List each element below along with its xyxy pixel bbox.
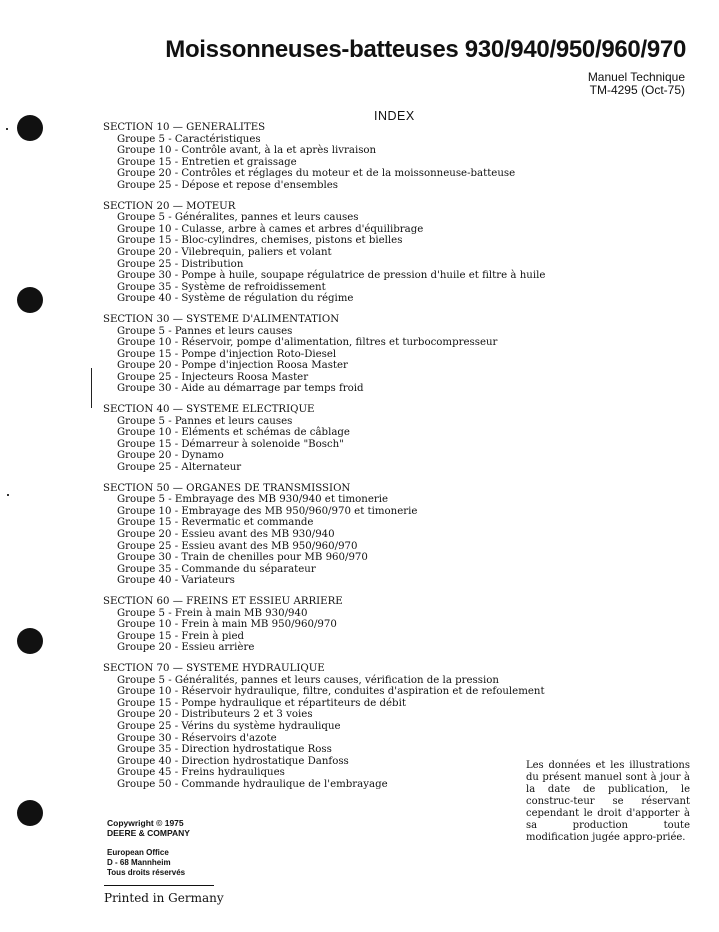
group-entry: Groupe 25 - Essieu avant des MB 950/960/970: [117, 540, 358, 552]
group-entry: Groupe 30 - Aide au démarrage par temps froid: [117, 383, 364, 395]
office-line: European Office: [107, 848, 169, 857]
group-entry: Groupe 20 - Dynamo: [117, 450, 224, 462]
group-entry: Groupe 20 - Pompe d'injection Roosa Master: [117, 360, 348, 372]
group-entry: Groupe 40 - Variateurs: [117, 575, 235, 587]
section-title: SECTION 60 — FREINS ET ESSIEU ARRIERE: [103, 595, 343, 607]
group-entry: Groupe 50 - Commande hydraulique de l'embrayage: [117, 778, 388, 790]
group-entry: Groupe 25 - Dépose et repose d'ensembles: [117, 179, 338, 191]
group-entry: Groupe 25 - Alternateur: [117, 462, 242, 474]
index-section: [103, 404, 533, 474]
group-entry: Groupe 25 - Injecteurs Roosa Master: [117, 371, 309, 383]
group-entry: Groupe 30 - Pompe à huile, soupape régulatrice de pression d'huile et filtre à huile: [117, 270, 546, 282]
section-title: SECTION 70 — SYSTEME HYDRAULIQUE: [103, 662, 325, 674]
group-entry: Groupe 15 - Pompe d'injection Roto-Diesel: [117, 348, 337, 360]
binder-hole-4: [17, 800, 43, 826]
group-entry: Groupe 15 - Bloc-cylindres, chemises, pistons et bielles: [117, 235, 403, 247]
index-heading: INDEX: [374, 109, 415, 123]
group-entry: Groupe 10 - Frein à main MB 950/960/970: [117, 619, 337, 631]
group-entry: Groupe 20 - Vilebrequin, paliers et volant: [117, 246, 332, 258]
group-entry: Groupe 15 - Frein à pied: [117, 630, 245, 642]
group-entry: Groupe 25 - Vérins du système hydraulique: [117, 720, 341, 732]
office-line: Tous droits réservés: [107, 868, 186, 877]
group-entry: Groupe 35 - Direction hydrostatique Ross: [117, 744, 332, 756]
company-name: DEERE & COMPANY: [107, 828, 190, 838]
group-entry: Groupe 45 - Freins hydrauliques: [117, 767, 285, 779]
group-entry: Groupe 10 - Réservoir, pompe d'alimentation, filtres et turbocompresseur: [117, 337, 498, 349]
section-list: [103, 122, 546, 799]
binder-hole-3: [17, 628, 43, 654]
printed-line: Printed in Germany: [104, 891, 224, 905]
copyright-line: Copywright © 1975: [107, 818, 184, 828]
group-entry: Groupe 15 - Pompe hydraulique et répartiteurs de débit: [117, 697, 406, 709]
section-title: SECTION 40 — SYSTEME ELECTRIQUE: [103, 404, 315, 416]
group-entry: Groupe 40 - Direction hydrostatique Danfoss: [117, 755, 349, 767]
group-entry: Groupe 5 - Généralités, pannes et leurs causes, vérification de la pression: [117, 674, 499, 686]
group-entry: Groupe 15 - Démarreur à solenoide "Bosch": [117, 438, 344, 450]
margin-revision-bar: [91, 368, 92, 408]
group-entry: Groupe 20 - Essieu avant des MB 930/940: [117, 529, 335, 540]
binder-hole-1: [17, 115, 43, 141]
index-section: [103, 662, 545, 791]
scan-speck: [6, 128, 8, 130]
binder-hole-2: [17, 287, 43, 313]
group-entry: Groupe 40 - Système de régulation du régime: [117, 293, 354, 305]
group-entry: Groupe 10 - Embrayage des MB 950/960/970 et timonerie: [117, 505, 418, 517]
group-entry: Groupe 30 - Train de chenilles pour MB 960/970: [117, 552, 368, 564]
index-section: [103, 596, 533, 654]
group-entry: Groupe 10 - Culasse, arbre à cames et arbres d'équilibrage: [117, 223, 424, 235]
office-line: D - 68 Mannheim: [107, 858, 171, 867]
group-entry: Groupe 10 - Eléments et schémas de câblage: [117, 427, 350, 439]
manual-line: Manuel Technique: [587, 70, 685, 84]
manual-number: TM-4295 (Oct-75): [589, 83, 685, 97]
group-entry: Groupe 5 - Généralites, pannes et leurs causes: [117, 212, 359, 224]
group-entry: Groupe 35 - Commande du séparateur: [117, 563, 316, 575]
section-title: SECTION 10 — GENERALITES: [103, 122, 266, 133]
office-block: [107, 848, 185, 878]
group-entry: Groupe 5 - Pannes et leurs causes: [117, 325, 293, 337]
scan-speck: [7, 494, 9, 496]
group-entry: Groupe 5 - Caractéristiques: [117, 133, 261, 145]
index-section: [103, 122, 533, 192]
group-entry: Groupe 20 - Essieu arrière: [117, 642, 255, 654]
group-entry: Groupe 10 - Réservoir hydraulique, filtre, conduites d'aspiration et de refoulement: [117, 686, 545, 698]
group-entry: Groupe 5 - Frein à main MB 930/940: [117, 607, 308, 619]
section-title: SECTION 30 — SYSTEME D'ALIMENTATION: [103, 313, 340, 325]
group-entry: Groupe 30 - Réservoirs d'azote: [117, 732, 277, 744]
group-entry: Groupe 25 - Distribution: [117, 258, 244, 270]
group-entry: Groupe 35 - Système de refroidissement: [117, 281, 326, 293]
index-section: [103, 314, 533, 395]
group-entry: Groupe 5 - Pannes et leurs causes: [117, 415, 293, 427]
copyright-block: [107, 818, 190, 838]
footer-rule: [104, 885, 214, 886]
group-entry: Groupe 15 - Revermatic et commande: [117, 517, 314, 529]
publication-note: Les données et les illustrations du présent manuel sont à jour à la date de publication, le construc-teur se réservant cependant le droit d'apporter à sa production toute modification jugée appro-priée.: [526, 760, 690, 843]
document-title: Moissonneuses-batteuses 930/940/950/960/970: [165, 36, 686, 63]
index-section: [103, 483, 533, 587]
group-entry: Groupe 20 - Contrôles et réglages du moteur et de la moissonneuse-batteuse: [117, 168, 516, 180]
group-entry: Groupe 15 - Entretien et graissage: [117, 156, 297, 168]
index-section: [103, 200, 546, 305]
manual-reference: [588, 71, 685, 97]
group-entry: Groupe 20 - Distributeurs 2 et 3 voies: [117, 709, 313, 721]
section-title: SECTION 20 — MOTEUR: [103, 200, 236, 212]
group-entry: Groupe 10 - Contrôle avant, à la et après livraison: [117, 145, 377, 157]
section-title: SECTION 50 — ORGANES DE TRANSMISSION: [103, 482, 351, 494]
group-entry: Groupe 5 - Embrayage des MB 930/940 et timonerie: [117, 494, 389, 506]
